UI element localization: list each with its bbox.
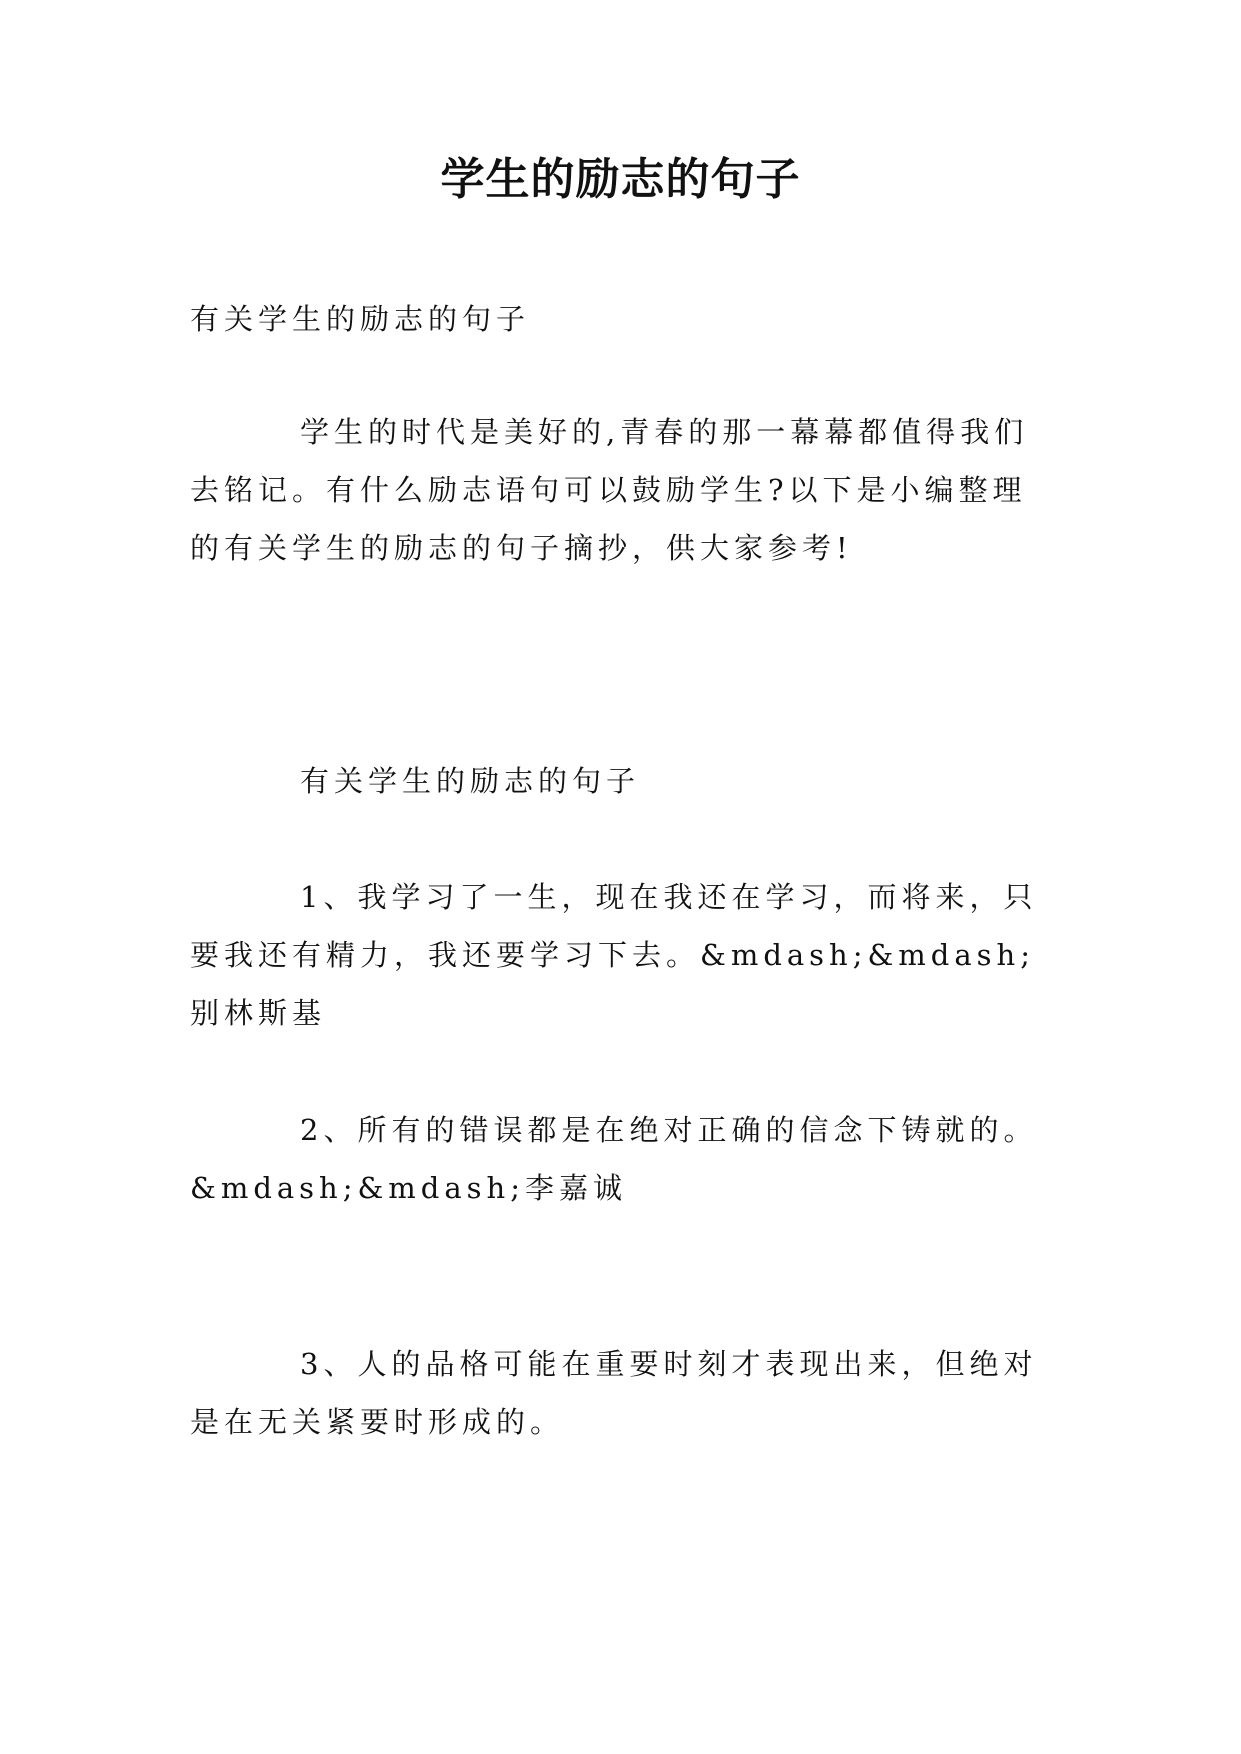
document-title: 学生的励志的句子 — [440, 154, 801, 205]
quote-paragraph-1: 1、我学习了一生，现在我还在学习，而将来，只要我还有精力，我还要学习下去。&mdash;&mdash;别林斯基 — [190, 880, 1038, 1030]
quote-paragraph-2: 2、所有的错误都是在绝对正确的信念下铸就的。&mdash;&mdash;李嘉诚 — [190, 1113, 1038, 1205]
subtitle-paragraph: 有关学生的励志的句子 — [190, 302, 531, 336]
intro-paragraph: 学生的时代是美好的,青春的那一幕幕都值得我们去铭记。有什么励志语句可以鼓励学生?以下是小编整理的有关学生的励志的句子摘抄，供大家参考! — [190, 415, 1029, 565]
quote-paragraph-3: 3、人的品格可能在重要时刻才表现出来，但绝对是在无关紧要时形成的。 — [190, 1347, 1038, 1439]
section-heading: 有关学生的励志的句子 — [300, 764, 641, 798]
